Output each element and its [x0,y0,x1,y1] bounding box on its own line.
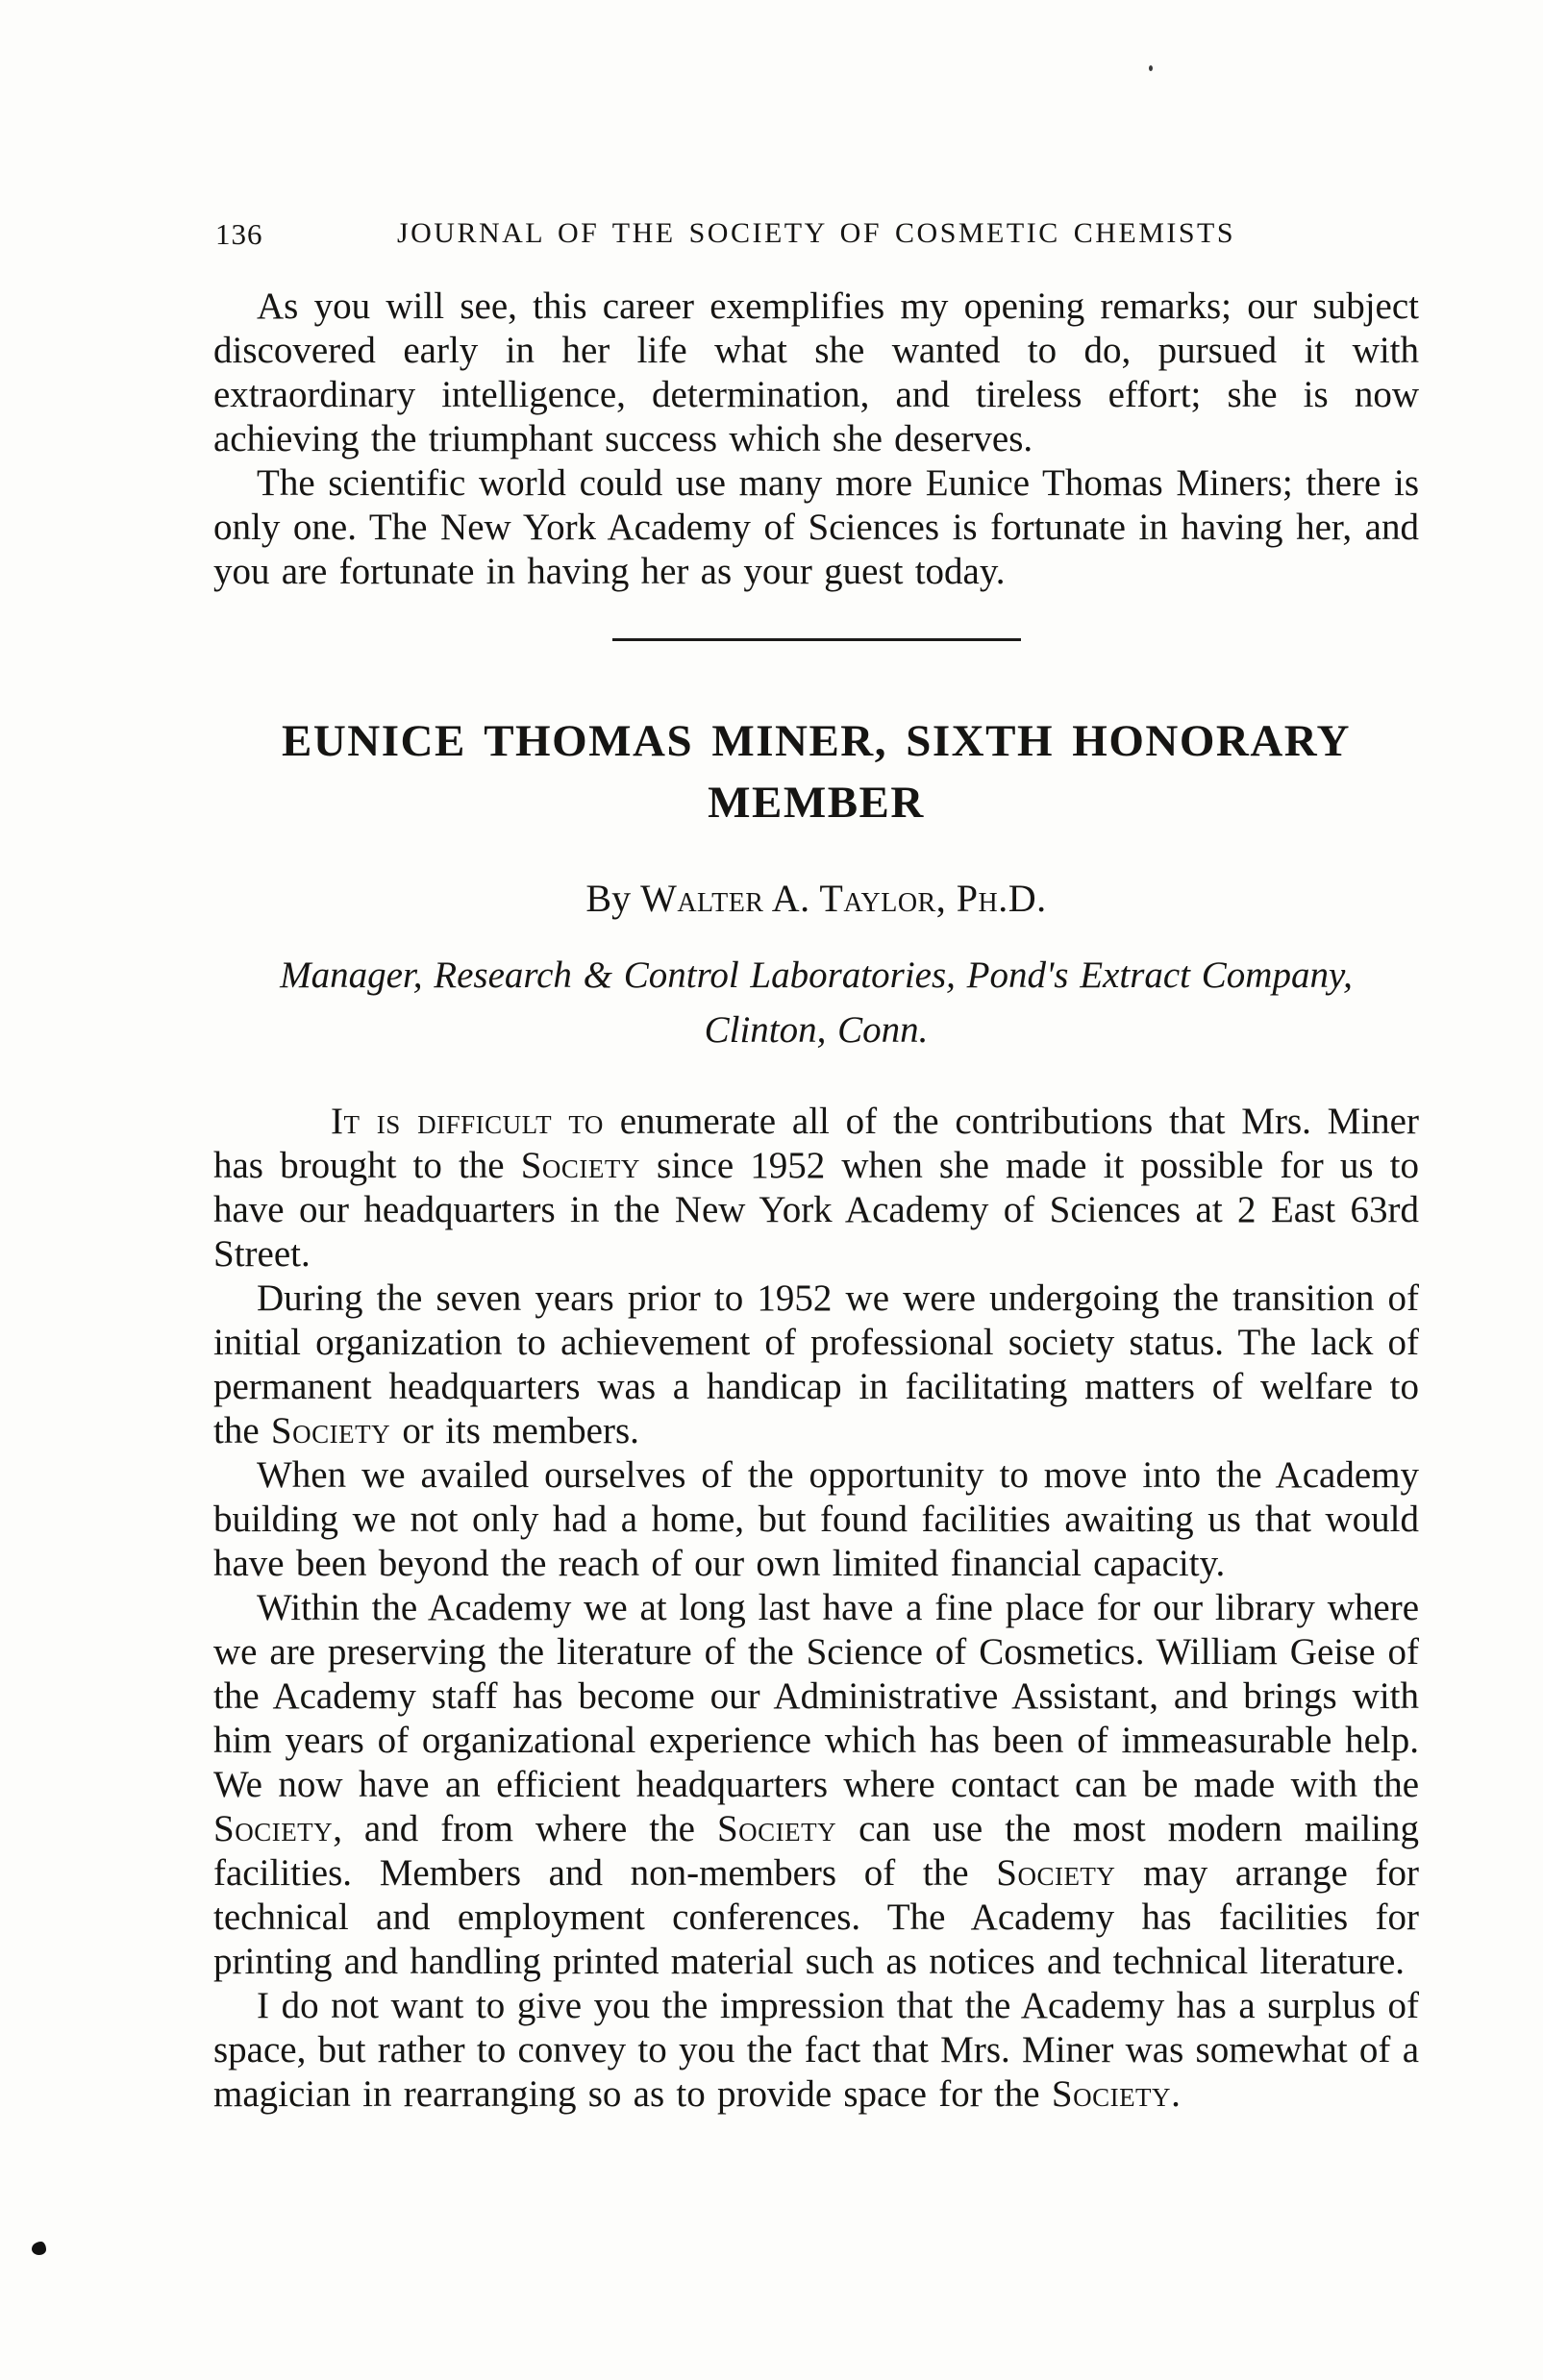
journal-title: JOURNAL OF THE SOCIETY OF COSMETIC CHEMISTS [396,217,1236,249]
body-text: I do not want to give you the impression that the Academy has a surplus of space, but rather to convey to you the fact that Mrs. Miner was somewhat of a magician in rearranging so as to provide space for the [213,1985,1419,2115]
paragraph [213,1277,1419,1453]
paragraph [213,1100,1419,1277]
paragraph [213,285,1419,461]
byline-author: Walter A. Taylor, Ph.D. [640,877,1047,920]
ink-spot [32,2242,46,2255]
body-text: or its members. [390,1410,639,1451]
body-text: During the seven years prior to 1952 we were undergoing the transition of initial organization to achievement of professional society status. The lack of permanent headquarters was a handicap in facilitating matters of welfare to the [213,1277,1419,1451]
article-body [213,1100,1419,2117]
small-caps-text: Society [716,1808,837,1849]
body-text: When we availed ourselves of the opportunity to move into the Academy building we not only had a home, but found facilities awaiting us that would have been beyond the reach of our own limited financial capacity. [213,1454,1419,1584]
byline [213,876,1419,921]
section-divider [612,638,1021,641]
article-title-line: EUNICE THOMAS MINER, SIXTH HONORARY [281,716,1351,766]
running-head [213,217,1419,256]
paragraph [213,1453,1419,1586]
body-text: The scientific world could use many more Eunice Thomas Miners; there is only one. The New York Academy of Sciences is fortunate in having her, and you are fortunate in having her as your guest today. [213,462,1419,592]
body-text: may arrange for technical and employment conferences. The Academy has facilities for printing and handling printed material such as notices and technical literature. [213,1852,1419,1982]
text-column [213,0,1419,2117]
small-caps-text: It is difficult to [331,1101,604,1142]
page-number: 136 [215,217,263,251]
body-text: can use the most modern mailing facilities. Members and non-members of the [213,1808,1419,1894]
paragraph [213,1984,1419,2117]
body-text: As you will see, this career exemplifies my opening remarks; our subject discovered early in her life what she wanted to do, pursued it with extraordinary intelligence, determination, and tireless effort; she is now achieving the triumphant success which she deserves. [213,285,1419,459]
small-caps-text: Society [270,1410,391,1451]
small-caps-text: Society [213,1808,334,1849]
byline-prefix: By [585,877,641,920]
body-text: since 1952 when she made it possible for us to have our headquarters in the New York Academy of Sciences at 2 East 63rd Street. [213,1145,1419,1275]
body-text: Within the Academy we at long last have a fine place for our library where we are preserving the literature of the Science of Cosmetics. William Geise of the Academy staff has become our Administrative Assistant, and brings with him years of organizational experience which has been of immeasurable help. We now have an efficient headquarters where contact can be made with the [213,1587,1419,1805]
intro-section [213,285,1419,594]
paragraph [213,461,1419,594]
body-text: enumerate all of the contributions that Mrs. Miner has brought to the [213,1101,1419,1186]
affiliation: Manager, Research & Control Laboratories, Pond's Extract Company, Clinton, Conn. [280,954,1353,1051]
small-caps-text: Society [1051,2073,1172,2115]
article-title [213,710,1419,833]
small-caps-text: Society [520,1145,640,1186]
body-text: . [1171,2073,1181,2115]
body-text: , and from where the [333,1808,717,1849]
paragraph [213,1586,1419,1984]
article-title-line: MEMBER [708,778,925,828]
small-caps-text: Society [996,1852,1116,1894]
